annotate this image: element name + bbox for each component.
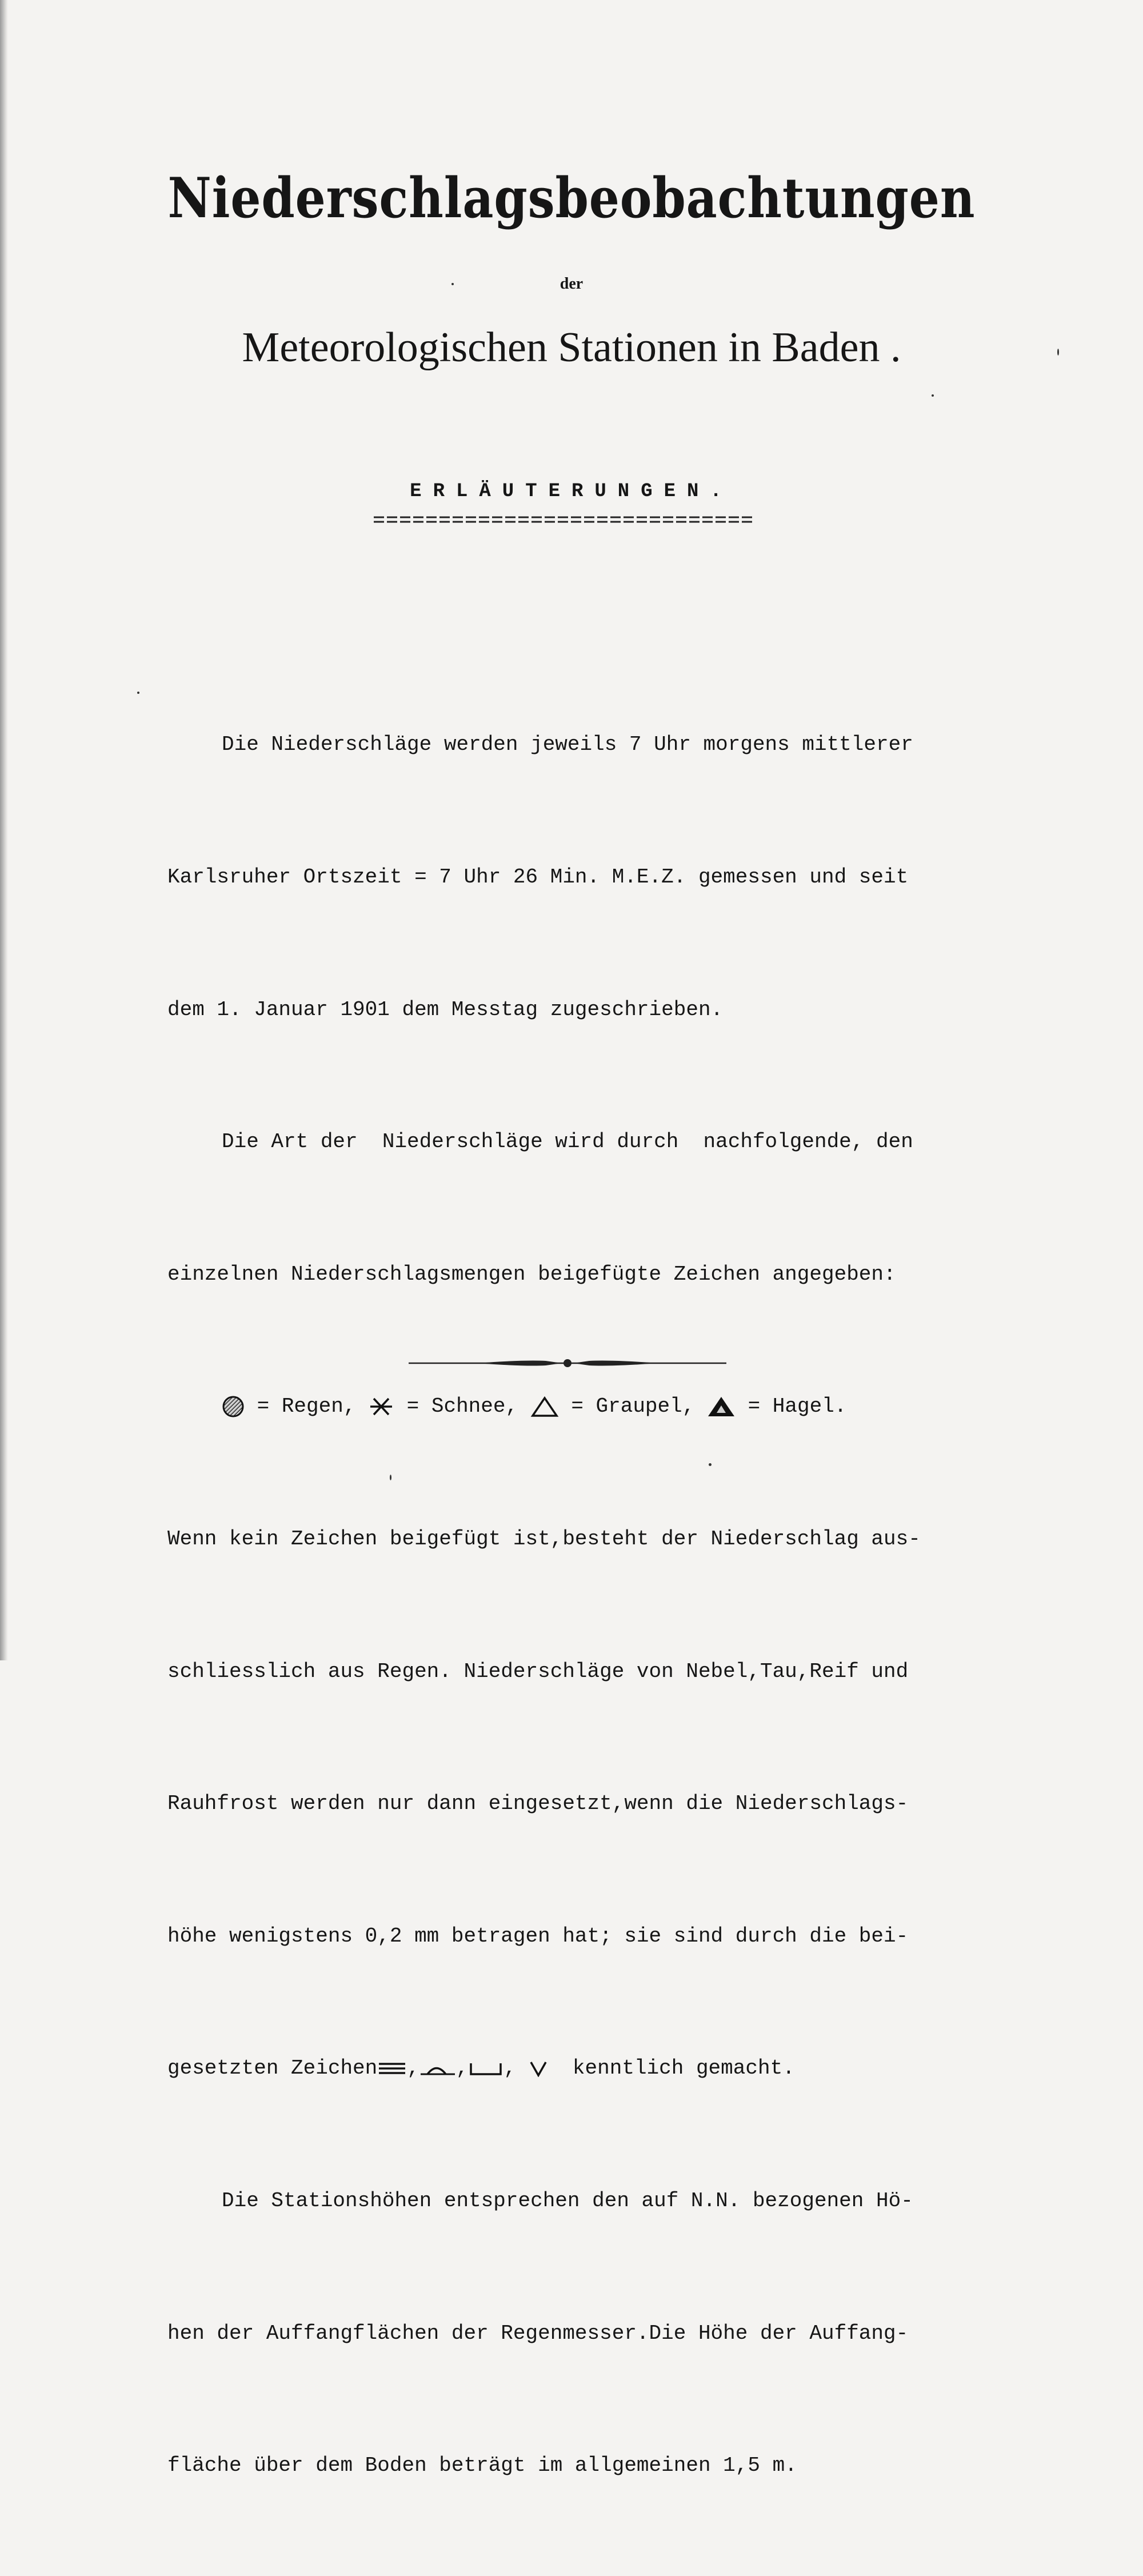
snow-label: = Schnee, <box>406 1395 518 1419</box>
symbol-separator: , <box>455 2056 469 2080</box>
section-heading: ERLÄUTERUNGEN. <box>410 481 733 502</box>
title-connector: der <box>559 275 584 293</box>
scan-speck <box>390 1475 391 1480</box>
symbol-separator: , <box>407 2056 419 2080</box>
symbol-legend-line <box>167 1384 979 1428</box>
text-line: dem 1. Januar 1901 dem Messtag zugeschrieben. <box>167 997 724 1021</box>
explanation-text <box>167 634 979 2576</box>
hatched-circle-icon <box>222 1395 245 1418</box>
text-line: einzelnen Niederschlagsmengen beigefügte Zeichen angegeben: <box>167 1262 896 1286</box>
dew-arc-icon <box>419 2060 456 2077</box>
triple-bar-icon <box>377 2060 407 2077</box>
heading-underline <box>374 516 754 524</box>
scan-speck <box>932 394 934 397</box>
text-line: hen der Auffangflächen der Regenmesser.Die Höhe der Auffang- <box>167 2321 909 2345</box>
symbols-intro: gesetzten Zeichen <box>167 2056 378 2080</box>
scan-speck <box>1057 349 1059 356</box>
scan-speck <box>709 1463 712 1466</box>
document-title: Niederschlagsbeobachtungen <box>167 166 976 230</box>
rain-label: = Regen, <box>257 1395 356 1419</box>
filled-triangle-icon <box>707 1395 736 1418</box>
text-line: höhe wenigstens 0,2 mm betragen hat; sie sind durch die bei- <box>167 1924 909 1948</box>
symbols-outro: kenntlich gemacht. <box>572 2056 795 2080</box>
graupel-label: = Graupel, <box>571 1395 695 1419</box>
symbol-separator: , <box>503 2056 517 2080</box>
text-line: Rauhfrost werden nur dann eingesetzt,wenn die Niederschlags- <box>167 1792 909 1816</box>
scan-speck <box>451 283 454 285</box>
text-line: Karlsruher Ortszeit = 7 Uhr 26 Min. M.E.Z. gemessen und seit <box>167 865 909 889</box>
ornamental-divider <box>409 1355 726 1372</box>
symbol-list-line <box>167 2046 979 2090</box>
snow-star-icon <box>368 1395 394 1418</box>
text-line: schliesslich aus Regen. Niederschläge von Nebel,Tau,Reif und <box>167 1659 909 1683</box>
text-line: fläche über dem Boden beträgt im allgemeinen 1,5 m. <box>167 2454 797 2478</box>
frost-bracket-icon <box>468 2060 503 2077</box>
text-line: Die Niederschläge werden jeweils 7 Uhr morgens mittlerer <box>222 733 913 757</box>
text-line: Die Art der Niederschläge wird durch nachfolgende, den <box>222 1130 913 1154</box>
triangle-icon <box>530 1395 559 1418</box>
scan-speck <box>137 692 139 694</box>
text-line: Die Stationshöhen entsprechen den auf N.N. bezogenen Hö- <box>222 2188 913 2212</box>
scan-edge-shadow <box>0 0 8 1660</box>
text-line: Wenn kein Zeichen beigefügt ist,besteht der Niederschlag aus- <box>167 1527 921 1551</box>
document-subtitle: Meteorologischen Stationen in Baden . <box>242 324 901 371</box>
rime-v-icon <box>529 2060 548 2077</box>
hail-label: = Hagel. <box>748 1395 847 1419</box>
